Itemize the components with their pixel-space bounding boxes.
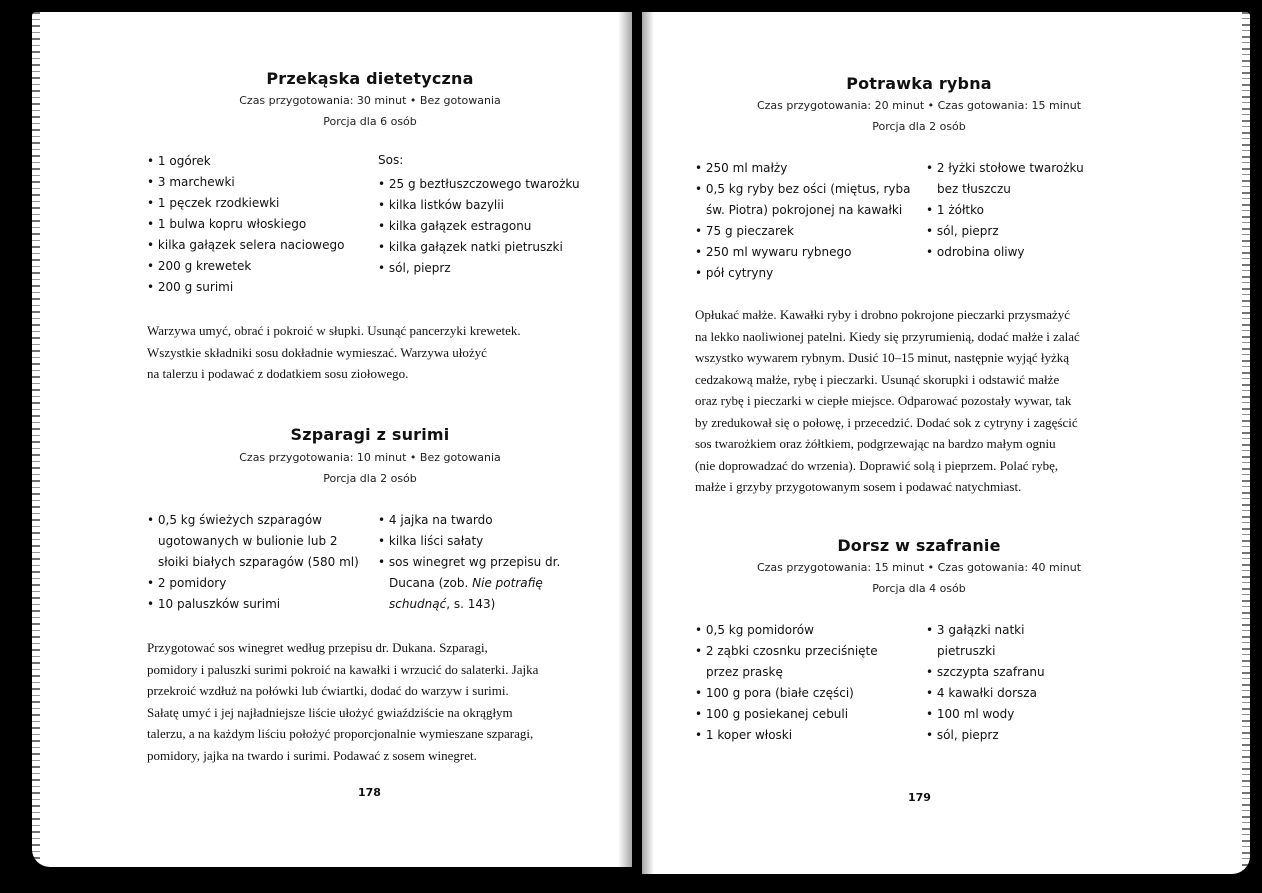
book-title: Nie potrafię schudnąć <box>389 576 543 611</box>
instruction-line: talerzu, a na każdym liściu położyć proporcjonalnie wymieszane szparagi, <box>147 726 534 741</box>
ingredient-item: • 3 gałązki natki pietruszki <box>926 620 1056 662</box>
ingredient-item: • 1 ogórek <box>147 151 372 172</box>
recipe-portion: Porcja dla 6 osób <box>323 115 417 128</box>
recipe-portion: Porcja dla 4 osób <box>872 582 966 595</box>
instruction-line: Przygotować sos winegret według przepisu dr. Dukana. Szparagi, <box>147 640 488 655</box>
page-number: 178 <box>358 786 381 799</box>
ingredient-list-b <box>378 510 573 615</box>
instruction-line: Warzywa umyć, obrać i pokroić w słupki. Usunąć pancerzyki krewetek. <box>147 323 521 338</box>
ingredient-item: • 0,5 kg świeżych szparagów ugotowanych w bulionie lub 2 słoiki białych szparagów (580 ml) <box>147 510 369 573</box>
ingredient-item: • kilka gałązek selera naciowego <box>147 235 372 256</box>
instruction-line: przekroić wzdłuż na połówki lub ćwiartki, dodać do warzyw i surimi. <box>147 683 509 698</box>
instruction-line: by zredukował się o połowę, i przecedzić. Dodać sok z cytryny i zagęścić <box>695 414 1078 430</box>
instruction-line: Sałatę umyć i jej najładniejsze liście ułożyć gwiaździście na okrągłym <box>147 704 513 720</box>
instruction-line: na talerzu i podawać z dodatkiem sosu ziołowego. <box>147 366 409 381</box>
ingredient-list <box>695 158 917 284</box>
ingredient-item: • 4 kawałki dorsza <box>926 683 1056 704</box>
ingredient-item: • 1 żółtko <box>926 200 1086 221</box>
ingredient-item: • pół cytryny <box>695 263 917 284</box>
ingredient-text: sos winegret wg przepisu dr. Ducana (zob. <box>388 555 561 590</box>
ingredient-text: , s. 143) <box>446 597 496 611</box>
recipe-title: Dorsz w szafranie <box>837 536 1001 555</box>
ingredient-item: • sól, pieprz <box>926 221 1086 242</box>
ingredient-item: • sól, pieprz <box>378 258 618 279</box>
recipe-portion: Porcja dla 2 osób <box>323 472 417 485</box>
recipe-instructions <box>695 304 1185 498</box>
ingredient-item: • 1 koper włoski <box>695 725 885 746</box>
ingredient-list <box>695 620 885 746</box>
recipe-time: Czas przygotowania: 15 minut • Czas gotowania: 40 minut <box>756 561 1082 574</box>
instruction-line: małże i grzyby przygotowanym sosem i podawać natychmiast. <box>695 479 1022 494</box>
ingredient-item: • 100 g pora (białe części) <box>695 683 885 704</box>
instruction-line: Wszystkie składniki sosu dokładnie wymieszać. Warzywa ułożyć <box>147 344 487 360</box>
ingredient-item: • kilka listków bazylii <box>378 195 618 216</box>
sauce-ingredient-list <box>378 174 618 279</box>
recipe-time: Czas przygotowania: 10 minut • Bez gotowania <box>239 451 501 464</box>
ingredient-list-b <box>926 158 1086 263</box>
recipe-time: Czas przygotowania: 20 minut • Czas gotowania: 15 minut <box>756 99 1082 112</box>
instruction-line: cedzakową małże, rybę i pieczarki. Usunąć skorupki i odstawić małże <box>695 371 1060 387</box>
ingredient-item: • szczypta szafranu <box>926 662 1056 683</box>
ingredient-item: • 75 g pieczarek <box>695 221 917 242</box>
ingredient-item: • 100 g posiekanej cebuli <box>695 704 885 725</box>
left-page <box>32 12 632 867</box>
ingredient-item: • 0,5 kg pomidorów <box>695 620 885 641</box>
ingredient-item: • 0,5 kg ryby bez ości (miętus, ryba św. Piotra) pokrojonej na kawałki <box>695 179 917 221</box>
ingredient-item: • kilka gałązek natki pietruszki <box>378 237 618 258</box>
right-page <box>642 12 1250 874</box>
ingredient-item: • 1 bulwa kopru włoskiego <box>147 214 372 235</box>
ingredient-item: • 200 g surimi <box>147 277 372 298</box>
ingredient-item: • 250 ml wywaru rybnego <box>695 242 917 263</box>
ingredient-item: • 3 marchewki <box>147 172 372 193</box>
recipe-title: Potrawka rybna <box>846 74 992 93</box>
ingredient-item: • sól, pieprz <box>926 725 1056 746</box>
ingredient-item: • 1 pęczek rzodkiewki <box>147 193 372 214</box>
instruction-line: pomidory, jajka na twardo i surimi. Podawać z sosem winegret. <box>147 747 477 763</box>
instruction-line: (nie doprowadzać do wrzenia). Doprawić solą i pieprzem. Polać rybę, <box>695 457 1059 473</box>
ingredient-item: • 200 g krewetek <box>147 256 372 277</box>
ingredient-item: • 2 pomidory <box>147 573 369 594</box>
instruction-line: wszystko wywarem rybnym. Dusić 10–15 minut, następnie wyjąć łyżką <box>695 350 1070 365</box>
ingredient-list <box>147 510 369 615</box>
recipe-time: Czas przygotowania: 30 minut • Bez gotowania <box>239 94 501 107</box>
ingredient-item: • 250 ml małży <box>695 158 917 179</box>
instruction-line: Opłukać małże. Kawałki ryby i drobno pokrojone pieczarki przysmażyć <box>695 307 1071 322</box>
recipe-portion: Porcja dla 2 osób <box>872 120 966 133</box>
sauce-heading: Sos: <box>378 153 404 167</box>
recipe-instructions <box>147 637 617 766</box>
ingredient-item: • 100 ml wody <box>926 704 1056 725</box>
ingredient-item: • 2 ząbki czosnku przeciśnięte przez praskę <box>695 641 885 683</box>
ingredient-item: • 2 łyżki stołowe twarożku bez tłuszczu <box>926 158 1086 200</box>
ingredient-item <box>378 552 573 615</box>
instruction-line: sos twarożkiem oraz żółtkiem, podgrzewając na bardzo małym ogniu <box>695 436 1056 451</box>
instruction-line: pomidory i paluszki surimi pokroić na kawałki i wrzucić do salaterki. Jajka <box>147 661 539 677</box>
ingredient-item: • 4 jajka na twardo <box>378 510 573 531</box>
recipe-title: Przekąska dietetyczna <box>266 69 474 88</box>
instruction-line: na lekko naoliwionej patelni. Kiedy się przyrumienią, dodać małże i zalać <box>695 328 1080 344</box>
ingredient-item: • kilka liści sałaty <box>378 531 573 552</box>
ingredient-item: • kilka gałązek estragonu <box>378 216 618 237</box>
page-edge <box>1242 12 1250 874</box>
ingredient-list-b <box>926 620 1056 746</box>
ingredient-item: • 25 g beztłuszczowego twarożku <box>378 174 618 195</box>
ingredient-list <box>147 151 372 298</box>
recipe-title: Szparagi z surimi <box>290 425 450 444</box>
gutter-shadow <box>642 12 654 874</box>
page-number: 179 <box>908 791 931 804</box>
instruction-line: oraz rybę i pieczarki w ciepłe miejsce. Odparować pozostały wywar, tak <box>695 393 1072 408</box>
ingredient-item: • 10 paluszków surimi <box>147 594 369 615</box>
recipe-instructions <box>147 320 617 385</box>
ingredient-item: • odrobina oliwy <box>926 242 1086 263</box>
